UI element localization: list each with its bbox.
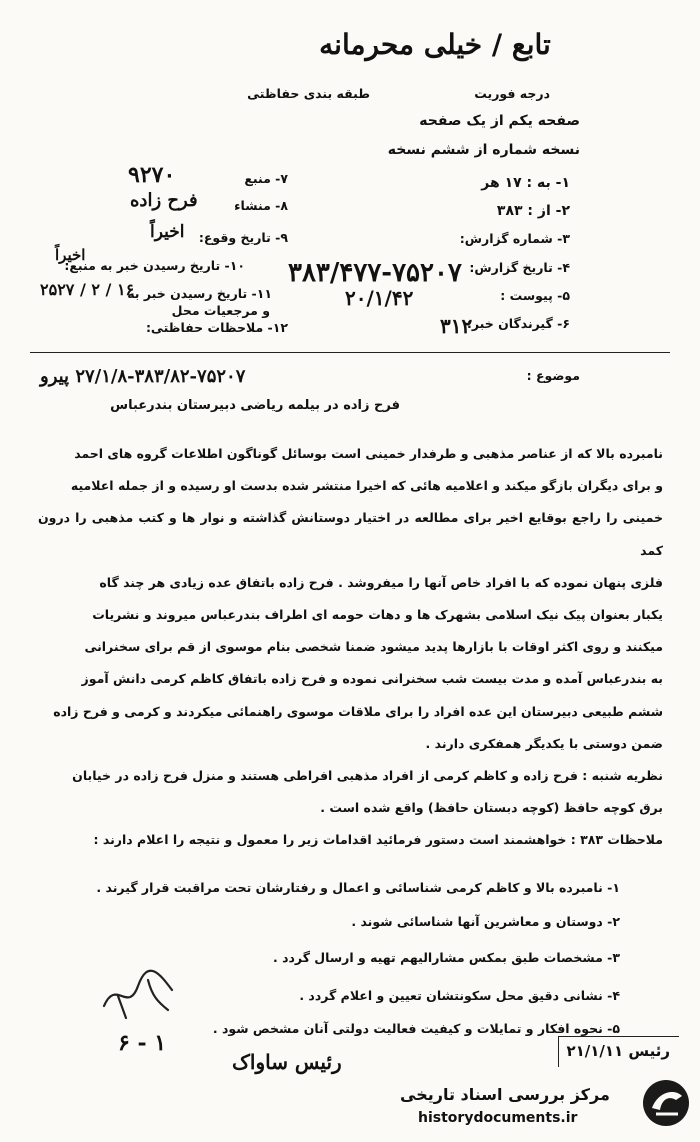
body-line: میکنند و روی اکثر اوقات با بازارها پدید میشود ضمنا شخصی بنام موسوی از قم برای سخنرانی: [84, 639, 663, 655]
received-source-value: اخیراً: [55, 246, 86, 264]
signature-number: ۱ - ۶: [118, 1030, 167, 1056]
body-line: فلزی پنهان نموده که با افراد خاص آنها را میفروشد . فرح زاده باتفاق عده زیادی هر چند گاه: [99, 574, 663, 590]
report-body: [38, 438, 663, 857]
notes-heading: ملاحظات ۳۸۳ : خواهشمند است دستور فرمائید اقدامات زیر را معمول و نتیجه را اعلام دارند :: [93, 832, 663, 848]
note-item: ۳- مشخصات طبق بمکس مشارالیهم تهیه و ارسال گردد .: [272, 950, 620, 965]
field-received-source: ۱۰- تاریخ رسیدن خبر به منبع:: [64, 258, 245, 273]
body-line: نامبرده بالا که از عناصر مذهبی و طرفدار خمینی است بوسائل گوناگون اطلاعات گروه های احمد: [74, 446, 663, 461]
watermark-title: مرکز بررسی اسناد تاریخی: [400, 1085, 610, 1104]
file-reference: ۲۷/۱/۸-۳۸۳/۸۲-۷۵۲۰۷ پیرو: [40, 366, 246, 387]
source-value: ۹۲۷۰: [128, 162, 176, 188]
copy-number-row: نسخه شماره از ششم نسخه: [387, 142, 580, 158]
footer-signature: رئیس ساواک: [232, 1050, 342, 1074]
field-attachment: ۵- پیوست :: [500, 288, 570, 303]
recipient-value: ۳۱۲: [440, 314, 473, 338]
received-at-value: ۱۶ / ۲ / ۲۵۲۷: [40, 280, 135, 299]
field-received-at: ۱۱- تاریخ رسیدن خبر به: [127, 286, 272, 301]
field-source: ۷- منبع: [244, 171, 288, 186]
theory-line: برق کوچه حافظ (کوچه دبستان حافظ) واقع شده است .: [320, 800, 663, 816]
note-item: ۴- نشانی دقیق محل سکونتشان تعیین و اعلام گردد .: [299, 988, 620, 1003]
handwritten-signature: [98, 966, 178, 1022]
report-date-value: ۲۰/۱/۴۲: [345, 286, 414, 310]
field-to: ۱- به : ۱۷ هر: [481, 175, 570, 191]
report-number-value: ۳۸۳/۴۷۷-۷۵۲۰۷: [288, 258, 462, 288]
subject-label: موضوع :: [526, 368, 580, 383]
body-line: ششم طبیعی دبیرستان این عده افراد را برای ملاقات موسوی راهنمائی میکردند و کرمی و فرح زاده: [53, 703, 663, 719]
field-report-number: ۳- شماره گزارش:: [459, 231, 570, 246]
note-item: ۲- دوستان و معاشرین آنها شناسائی شوند .: [351, 914, 620, 929]
header-divider: [30, 352, 670, 353]
field-event-date: ۹- تاریخ وقوع:: [198, 230, 288, 245]
field-from: ۲- از : ۳۸۳: [496, 203, 570, 219]
body-line: یکبار بعنوان پیک نیک اسلامی بشهرک ها و دهات حومه ای اطراف بندرعباس میروند و نشریات: [92, 607, 663, 623]
body-line: خمینی را راجع بوقایع اخیر برای مطالعه در اختیار دوستانش گذاشته و نوار ها و کتب مذهبی را درون کمد: [38, 510, 663, 558]
subject-text: فرح زاده در بیلمه ریاضی دبیرستان بندرعباس: [110, 398, 400, 413]
field-security-notes: ۱۲- ملاحظات حفاظتی:: [145, 320, 288, 335]
origin-value: فرح زاده: [130, 190, 198, 211]
body-line: به بندرعباس آمده و مدت بیست شب سخنرانی نموده و فرح زاده باتفاق کاظم کرمی دانش آموز: [81, 671, 663, 687]
note-item: ۱- نامبرده بالا و کاظم کرمی شناسائی و اعمال و رفتارشان تحت مراقبت قرار گیرند .: [96, 880, 620, 895]
field-recipients: ۶- گیرندگان خبر:: [466, 316, 570, 331]
body-line: ضمن دوستی با یکدیگر همفکری دارند .: [425, 735, 663, 751]
field-origin: ۸- منشاء: [234, 198, 288, 213]
field-local-authority: و مرجعیات محل: [171, 303, 270, 318]
archive-logo-icon: [640, 1078, 692, 1128]
classification-title: تابع / خیلی محرمانه: [319, 28, 551, 61]
field-report-date: ۴- تاریخ گزارش:: [469, 260, 570, 275]
page-count-row: صفحه یکم از یک صفحه: [419, 113, 580, 129]
date-stamp: رئیس ۲۱/۱/۱۱: [566, 1042, 670, 1060]
note-item: ۵- نحوه افکار و تمایلات و کیفیت فعالیت دولتی آنان مشخص شود .: [212, 1021, 620, 1036]
event-date-value: اخیراً: [150, 222, 185, 242]
body-line: و برای دیگران بازگو میکند و اعلامیه هائی که اخیرا منتشر شده بدست او رسیده و از جمله اعلامیه: [70, 478, 663, 494]
priority-label: درجه فوریت: [474, 86, 550, 101]
theory-line: نظریه شنبه : فرح زاده و کاظم کرمی از افراد مذهبی افراطی هستند و منزل فرح زاده در خیابان: [72, 768, 663, 784]
watermark-url: historydocuments.ir: [418, 1110, 578, 1126]
classification-label: طبقه بندی حفاظتی: [247, 86, 370, 101]
